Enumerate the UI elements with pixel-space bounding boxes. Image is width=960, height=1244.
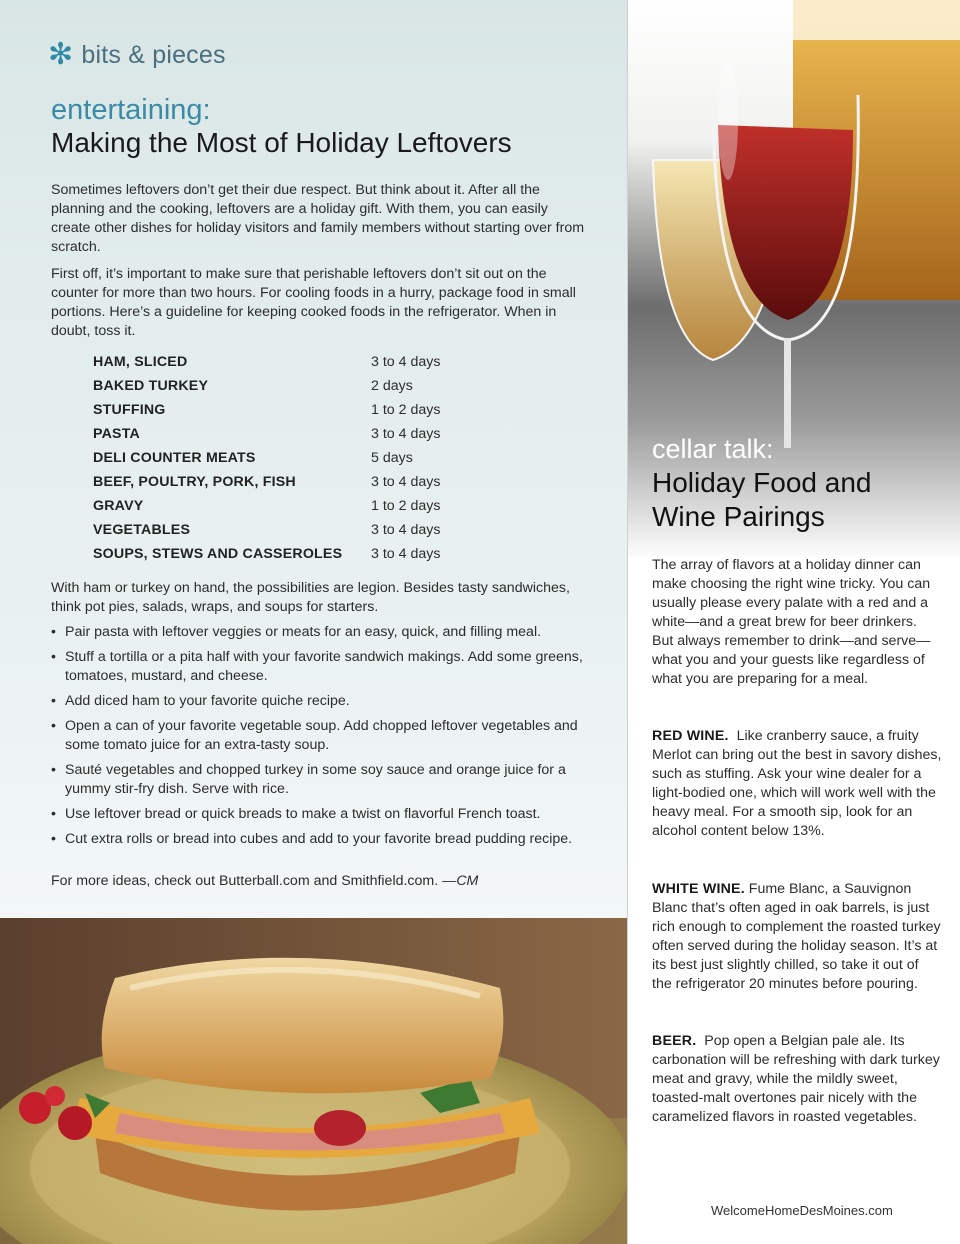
sandwich-photo: [0, 918, 627, 1244]
white-wine-text: Fume Blanc, a Sauvignon Blanc that’s often aged in oak barrels, is just rich enough to complement the roasted turkey often served during the holiday season. It’s at its best just slightly chilled, so take it out of the refrigerator 20 minutes before pouring.: [652, 881, 941, 992]
list-item: • Pair pasta with leftover veggies or meats for an easy, quick, and filling meal.: [51, 623, 591, 642]
list-item: • Cut extra rolls or bread into cubes and add to your favorite bread pudding recipe.: [51, 830, 591, 849]
red-wine-paragraph: [652, 727, 942, 841]
closing-paragraph: [51, 872, 591, 891]
red-wine-lead: RED WINE.: [652, 728, 729, 744]
beer-text: Pop open a Belgian pale ale. Its carbonation will be refreshing with dark turkey meat and gravy, while the mildly sweet, toasted-malt overtones pair nicely with the caramelized flavors in roasted vegetables.: [652, 1033, 940, 1125]
table-row: [93, 494, 493, 518]
food-name: STUFFING: [93, 402, 166, 418]
asterisk-icon: ✻: [48, 38, 74, 71]
food-name: HAM, SLICED: [93, 354, 188, 370]
list-item: • Sauté vegetables and chopped turkey in some soy sauce and orange juice for a yummy stir-fry dish. Serve with rice.: [51, 761, 591, 799]
table-row: [93, 422, 493, 446]
storage-days: 1 to 2 days: [371, 498, 441, 514]
list-item: • Open a can of your favorite vegetable soup. Add chopped leftover vegetables and some tomato juice for an extra-tasty soup.: [51, 717, 591, 755]
safety-paragraph: First off, it’s important to make sure that perishable leftovers don’t sit out on the counter for more than two hours. For cooling foods in a hurry, package food in small portions. Here’s a guideline for keeping cooked foods in the refrigerator. When in doubt, toss it.: [51, 266, 576, 339]
list-item: • Use leftover bread or quick breads to make a twist on flavorful French toast.: [51, 805, 591, 824]
food-name: VEGETABLES: [93, 522, 191, 538]
table-row: [93, 470, 493, 494]
storage-days: 3 to 4 days: [371, 546, 441, 562]
storage-days: 1 to 2 days: [371, 402, 441, 418]
storage-days: 3 to 4 days: [371, 426, 441, 442]
food-name: DELI COUNTER MEATS: [93, 450, 256, 466]
storage-days: 3 to 4 days: [371, 522, 441, 538]
table-row: [93, 542, 493, 566]
food-name: BAKED TURKEY: [93, 378, 209, 394]
food-name: SOUPS, STEWS AND CASSEROLES: [93, 546, 343, 562]
food-name: PASTA: [93, 426, 140, 442]
storage-days: 3 to 4 days: [371, 354, 441, 370]
storage-guideline-table: [93, 350, 493, 566]
wine-headline: Holiday Food and Wine Pairings: [652, 467, 872, 532]
author-signature: —CM: [442, 873, 479, 889]
red-wine-text: Like cranberry sauce, a fruity Merlot can bring out the best in savory dishes, such as stuffing. Ask your wine dealer for a light-bodied one, which will work well with the heavy meal. For a smooth sip, look for an alcohol content below 13%.: [652, 728, 942, 839]
possibilities-paragraph: With ham or turkey on hand, the possibilities are legion. Besides tasty sandwiches, think pot pies, salads, wraps, and soups for starters.: [51, 580, 570, 615]
table-row: [93, 350, 493, 374]
table-row: [93, 518, 493, 542]
table-row: [93, 446, 493, 470]
beer-paragraph: [652, 1032, 942, 1127]
closing-text: For more ideas, check out Butterball.com and Smithfield.com.: [51, 873, 439, 889]
wine-article: [627, 0, 960, 1244]
table-row: [93, 398, 493, 422]
footer-url: WelcomeHomeDesMoines.com: [711, 1203, 893, 1218]
leftovers-article: [0, 0, 627, 918]
wine-kicker: cellar talk:: [652, 434, 774, 464]
article-headline: Making the Most of Holiday Leftovers: [51, 127, 512, 158]
beer-lead: BEER.: [652, 1033, 697, 1049]
intro-paragraph: Sometimes leftovers don’t get their due respect. But think about it. After all the planning and the cooking, leftovers are a holiday gift. With them, you can easily create other dishes for holiday visitors and family members without starting over from scratch.: [51, 182, 585, 255]
section-tag: [48, 40, 226, 70]
list-item: • Stuff a tortilla or a pita half with your favorite sandwich makings. Add some greens, tomatoes, mustard, and cheese.: [51, 648, 591, 686]
ideas-list: [51, 623, 591, 855]
wine-intro-paragraph: The array of flavors at a holiday dinner can make choosing the right wine tricky. You can usually please every palate with a red and a white—and a great brew for beer drinkers. But always remember to drink—and serve—what you and your guests like regardless of what you are preparing for a meal.: [652, 557, 931, 687]
food-name: GRAVY: [93, 498, 144, 514]
storage-days: 2 days: [371, 378, 413, 394]
storage-days: 3 to 4 days: [371, 474, 441, 490]
white-wine-paragraph: [652, 880, 942, 994]
section-tag-label: bits & pieces: [81, 40, 226, 69]
white-wine-lead: WHITE WINE.: [652, 881, 745, 897]
storage-days: 5 days: [371, 450, 413, 466]
table-row: [93, 374, 493, 398]
article-kicker: entertaining:: [51, 94, 211, 126]
food-name: BEEF, POULTRY, PORK, FISH: [93, 474, 296, 490]
list-item: • Add diced ham to your favorite quiche recipe.: [51, 692, 591, 711]
